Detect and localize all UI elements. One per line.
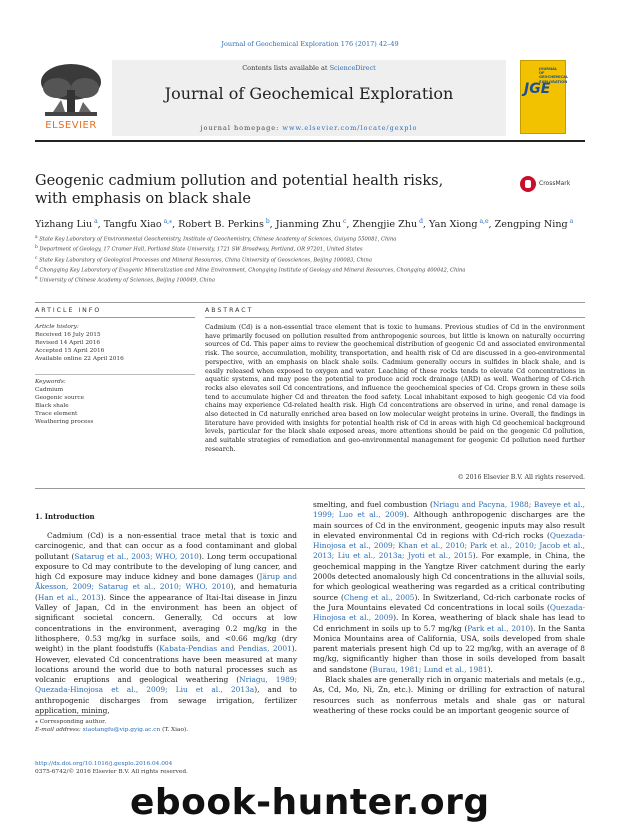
article-info-heading: ARTICLE INFO (35, 307, 102, 314)
doi-block (35, 760, 295, 776)
affiliation-text: State Key Laboratory of Geological Processes and Mineral Resources, China University of Geosciences, Beijing 100083, China (37, 257, 372, 264)
copyright: © 2016 Elsevier B.V. All rights reserved. (457, 474, 585, 481)
abstract-heading: ABSTRACT (205, 307, 254, 314)
journal-citation[interactable]: Journal of Geochemical Exploration 176 (2017) 42–49 (221, 40, 399, 48)
body-text: ). Although anthropogenic discharges are the main sources of Cd in the environment, geogenic inputs may also result in elevated environmental Cd in regions with Cd-rich rocks ( (313, 510, 585, 540)
homepage-line (112, 124, 506, 132)
doi-link[interactable]: http://dx.doi.org/10.1016/j.gexplo.2016.04.004 (35, 761, 173, 767)
author-affiliation-mark[interactable]: a (92, 218, 98, 225)
email-suffix: (T. Xiao). (162, 727, 189, 733)
citation-link[interactable]: Park et al., 2010 (467, 623, 531, 633)
keywords-label: Keywords: (35, 379, 66, 385)
citation-link[interactable]: Nriagu, 1989; Quezada-Hinojosa et al., 2009; Liu et al., 2013a (35, 675, 297, 695)
affiliation-mark: b (35, 245, 38, 251)
keyword: Geogenic source (35, 395, 85, 401)
citation-link[interactable]: Cheng et al., 2005 (343, 592, 415, 602)
author-name[interactable]: Yizhang Liu (35, 219, 93, 231)
issn-line: 0375-6742/© 2016 Elsevier B.V. All rights reserved. (35, 769, 188, 775)
affiliation-mark: a (35, 235, 38, 240)
author-name[interactable]: Zengping Ning (494, 219, 568, 231)
elsevier-logo (35, 60, 107, 136)
watermark: ebook-hunter.org (130, 782, 490, 823)
email-label: E-mail address: (35, 727, 81, 733)
affiliation-text: University of Chinese Academy of Sciences, Beijing 100049, China (37, 278, 215, 285)
homepage-prefix: journal homepage: (200, 124, 283, 132)
abstract-text: Cadmium (Cd) is a non-essential trace element that is toxic to humans. Previous studies of Cd in the environment have primarily focused on pollution resulted from anthropogenic sources, but little is known on naturally occurring sources of Cd. This paper aims to review the geochemical distribution of geogenic Cd and associated environmental risk. The source, accumulation, mobility, transportation, and health risk of Cd are discussed in a geo-environmental perspective, with an emphasis on black shale soils. Cadmium generally occurs in sulfides in black shale, and is easily released when exposed to oxygen and water. Leaching of these rocks tends to elevate Cd concentrations in aquatic systems, and may pose the potential to produce acid rock drainage (ARD) as well. Weathering of Cd-rich rocks also elevates soil Cd concentrations, and influence the geochemical species of Cd. Crops grown in these soils tend to accumulate higher Cd and threaten the food safety. Local inhabitant exposed to high geogenic Cd via food chains may experience Cd-related health risk. High Cd concentrations are observed in urine, and renal damage is also detected in Cd naturally enriched area based on low molecular weight proteins in urine. Overall, the findings in literature have provided with insights for potential health risk of Cd in areas with high Cd geochemical background levels, particular for the black shale exposed areas, more attentions should be paid on the geogenic Cd pollution, and suitable strategies of remediation and geo-environmental management for geogenic Cd pollution need further research. (205, 323, 585, 453)
body-text: ). However, elevated Cd concentrations have been measured at many locations around the world due to both natural processes such as volcanic eruptions and geological weathering ( (35, 644, 297, 685)
contents-prefix: Contents lists available at (242, 64, 330, 72)
citation-link[interactable]: Satarug et al., 2003; WHO, 2010 (74, 551, 199, 561)
history-label: Article history: (35, 324, 79, 330)
paper-title: Geogenic cadmium pollution and potential health risks, with emphasis on black shale (35, 173, 444, 207)
body-text: smelting, and fuel combustion ( (313, 500, 433, 509)
footnote-mark: ⁎ (35, 719, 38, 725)
history-item: Accepted 15 April 2016 (35, 348, 105, 354)
affiliation-list (35, 234, 595, 286)
crossmark-icon (520, 176, 536, 192)
author-name[interactable]: Robert B. Perkins (178, 219, 264, 231)
citation-link[interactable]: Han et al., 2013 (37, 592, 101, 602)
keywords (35, 378, 195, 426)
keyword: Cadmium (35, 387, 64, 393)
affiliation-mark: c (35, 255, 38, 261)
body-column-right (313, 500, 585, 716)
body-text: ). For example, in China, the geochemical mapping in the Yangtze River catchment during the early 2000s detected anomalously high Cd concentrations in the alluvial soils, for which geological weathering was regarded as a critical contributing source ( (313, 551, 586, 602)
affiliation-text: Chongqing Key Laboratory of Exogenic Mineralization and Mine Environment, Chongqing Institute of Geology and Mineral Resources, Chongqing 400042, China (37, 267, 466, 274)
paragraph (313, 500, 585, 675)
crossmark-badge[interactable] (520, 176, 590, 196)
author-name[interactable]: Yan Xiong (429, 219, 478, 231)
journal-cover[interactable] (520, 60, 569, 134)
affiliation (35, 275, 595, 285)
body-text: ). In Switzerland, Cd-rich carbonate rocks of the Jura Mountains elevated Cd concentrations in local soils ( (313, 592, 586, 612)
body-text: ). (487, 664, 493, 674)
keyword: Black shale (35, 403, 69, 409)
author-list: Yizhang Liu $^a$, Tangfu Xiao $^{a,⁎}$, Robert B. Perkins $^b$, Jianming Zhu $^c$, Zhengjie Zhu $^d$, Yan Xiong $^{a,e}$, Zengping Ning $^a$ (35, 218, 574, 231)
paragraph (35, 531, 297, 716)
affiliation (35, 244, 595, 254)
body-text: ). In the Santa Monica Mountains area of California, USA, soils developed from shale parent materials present high Cd up to 22 mg/kg, with an average of 8 mg/kg, significantly higher than those in soils developed from basalt and sandstone ( (313, 623, 586, 674)
affiliation (35, 265, 595, 275)
footnote (35, 718, 297, 734)
citation-link[interactable]: Quezada-Hinojosa et al., 2009 (313, 602, 585, 623)
author-name[interactable]: Tangfu Xiao (103, 219, 162, 231)
keyword: Weathering process (35, 419, 94, 425)
body-text: ). In Korea, weathering of black shale has lead to Cd enrichment in soils up to 5.7 mg/kg ( (313, 613, 585, 633)
citation-link[interactable]: Kabata-Pendias and Pendias, 2001 (159, 644, 292, 654)
body-text: ), and to anthropogenic discharges from sewage irrigation, fertilizer application, mining, (35, 685, 298, 716)
author-affiliation-mark[interactable]: c (341, 218, 347, 225)
paragraph (313, 675, 585, 716)
divider (35, 488, 585, 489)
history-item: Received 16 July 2015 (35, 332, 101, 338)
section-heading: 1. Introduction (35, 512, 95, 521)
divider (35, 302, 585, 303)
affiliation-text: State Key Laboratory of Environmental Geochemistry, Institute of Geochemistry, Chinese Academy of Sciences, Guiyang 550081, China (37, 236, 397, 243)
keyword: Trace element (35, 411, 78, 417)
affiliation-text: Department of Geology, 17 Cramer Hall, Portland State University, 1721 SW Broadway, Portland, OR 97201, United States (37, 247, 363, 254)
divider (35, 317, 195, 318)
cover-title: JOURNAL OF GEOCHEMICAL EXPLORATION (539, 67, 569, 84)
divider (35, 374, 195, 375)
article-history (35, 323, 195, 363)
author-affiliation-mark[interactable]: d (417, 218, 423, 225)
body-text: ). Since the appearance of Itai-Itai disease in Jinzu Valley of Japan, Cd in the environment has been an object of significant societal concern. Generally, Cd occurs at low concentrations in the environment, averaging 0.2 mg/kg in the lithosphere, 0.53 mg/kg in surface soils, and <0.66 mg/kg (dry weight) in the plant foodstuffs ( (35, 592, 298, 654)
corresponding-author: Corresponding author. (39, 719, 107, 725)
citation-link[interactable]: Quezada-Hinojosa et al., 2009; Khan et al., 2010; Park et al., 2010; Jacob et al., 2013; Liu et al., 2013a; Jyoti et al., 2015 (313, 530, 585, 561)
history-item: Revised 14 April 2016 (35, 340, 101, 346)
affiliation (35, 255, 595, 265)
author-affiliation-mark[interactable]: b (263, 218, 270, 225)
elsevier-wordmark: ELSEVIER (45, 120, 97, 131)
crossmark-label: CrossMark (539, 180, 571, 187)
header-rule (35, 140, 585, 142)
citation-link[interactable]: Burau, 1981; Lund et al., 1981 (372, 664, 488, 674)
divider (205, 317, 585, 318)
affiliation-mark: e (35, 276, 38, 282)
homepage-link[interactable]: www.elsevier.com/locate/gexplo (282, 124, 418, 132)
citation-link[interactable]: Järup and Åkesson, 2009; Satarug et al., 2010; WHO, 2010 (35, 572, 298, 592)
author-affiliation-mark[interactable]: a (567, 218, 574, 225)
body-text: ), and hematuria ( (35, 582, 297, 602)
author-name[interactable]: Zhengjie Zhu (352, 219, 418, 231)
affiliation (35, 234, 595, 244)
email-link[interactable]: xiaotangfu@vip.gyig.ac.cn (82, 727, 161, 733)
journal-name: Journal of Geochemical Exploration (164, 84, 454, 103)
footnote-rule (35, 715, 105, 716)
body-text: Cadmium (Cd) is a non-essential trace metal that is toxic and carcinogenic, and that can occur as a food contaminant and global pollutant ( (35, 531, 297, 561)
author-name[interactable]: Jianming Zhu (275, 219, 342, 231)
contents-line (112, 64, 506, 72)
sciencedirect-link[interactable]: ScienceDirect (329, 64, 376, 72)
affiliation-mark: d (35, 265, 38, 271)
body-column-left (35, 531, 297, 716)
body-text: Black shales are generally rich in organic materials and metals (e.g., As, Cd, Mo, Ni, Zn, etc.). Mining or drilling for extraction of natural resources such as nonferrous metals and shale gas or natural weathering of these rocks could be an important geogenic source of (313, 675, 585, 715)
author-affiliation-mark[interactable]: a,⁎ (161, 218, 173, 225)
history-item: Available online 22 April 2016 (35, 356, 124, 362)
citation-link[interactable]: Nriagu and Pacyna, 1988; Baveye et al., 1999; Luo et al., 2009 (313, 500, 585, 520)
cover-logo: JGE (524, 81, 551, 97)
body-text: ). Long term occupational exposure to Cd may contribute to the developing of lung cancer, and high Cd exposure may induce kidney and bone damages ( (35, 551, 297, 582)
author-affiliation-mark[interactable]: a,e (477, 218, 489, 225)
